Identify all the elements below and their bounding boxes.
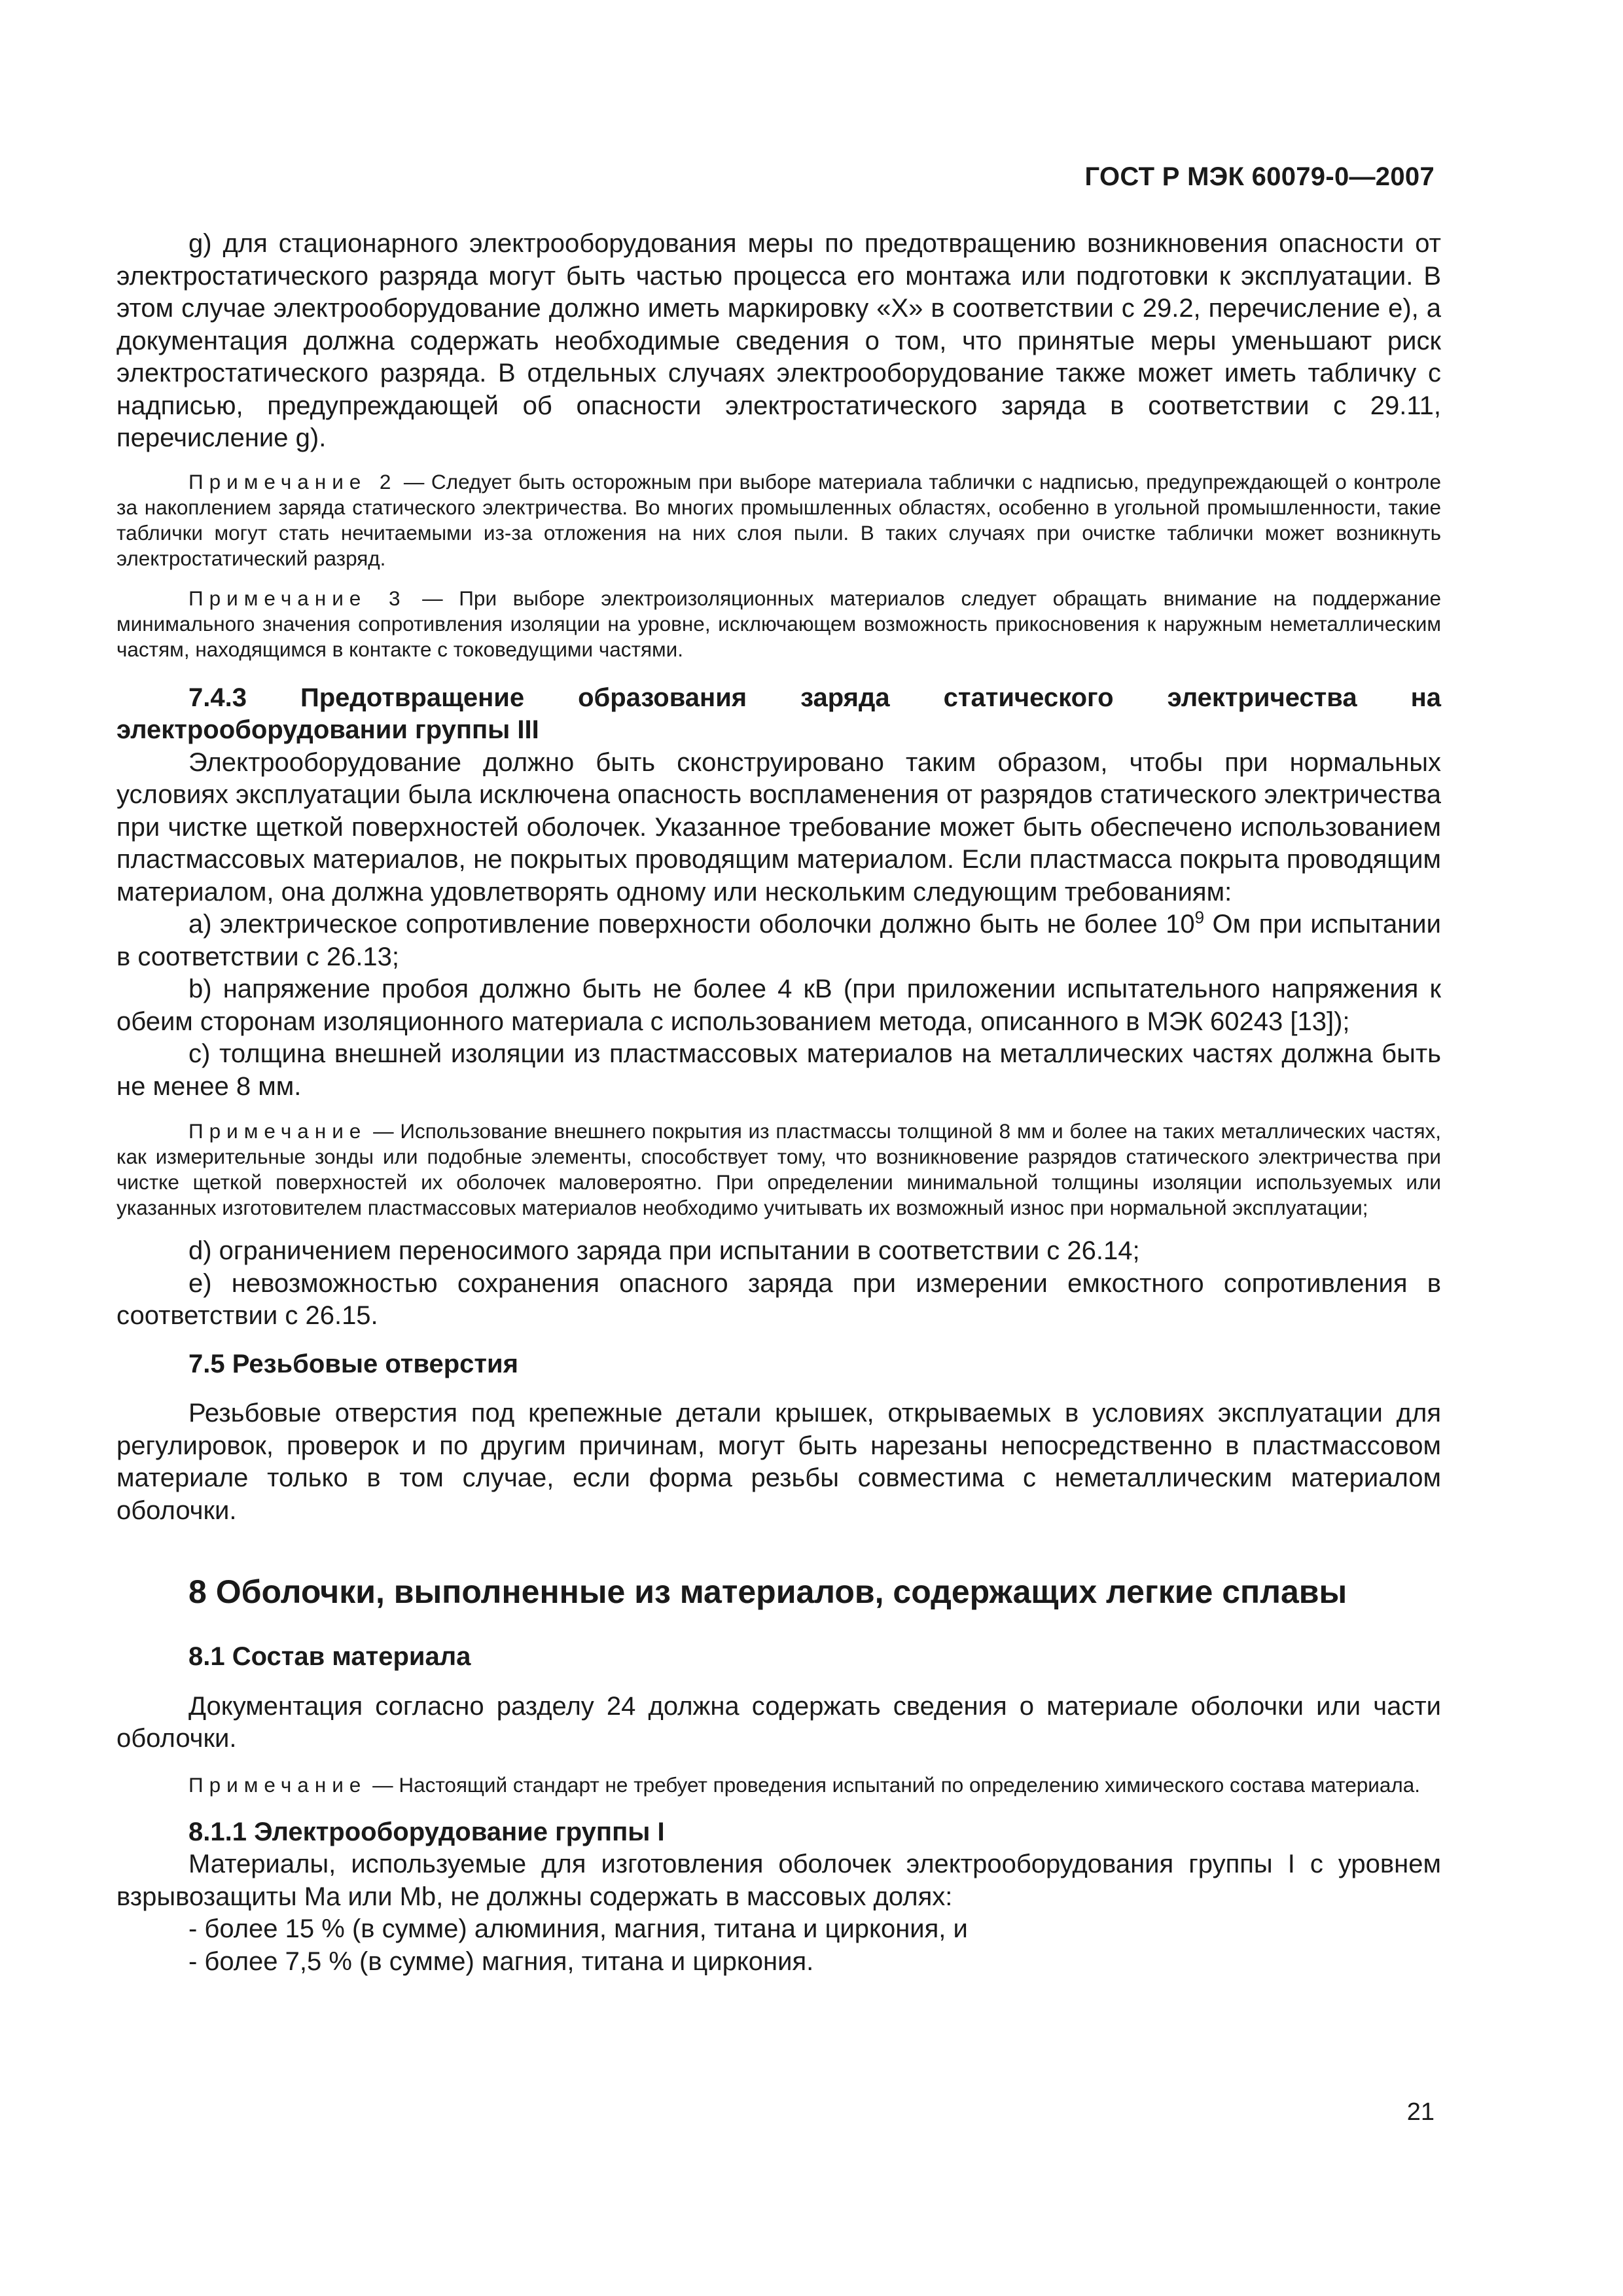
note-3 — [116, 586, 1441, 662]
list-item-a — [116, 908, 1441, 973]
paragraph-7-4-3: Электрооборудование должно быть сконструировано таким образом, чтобы при нормальных условиях эксплуатации была исключена опасность воспламенения от разрядов статического электричества при чистке щеткой поверхностей оболочек. Указанное требование может быть обеспечено использованием пластмассовых материалов, не покрытых проводящим материалом. Если пластмасса покрыта проводящим материалом, она должна удовлетворять одному или нескольким следующим требованиям: — [116, 747, 1441, 906]
page-content — [116, 228, 1441, 1978]
paragraph-7-5: Резьбовые отверстия под крепежные детали крышек, открываемых в условиях эксплуатации для регулировок, проверок и по другим причинам, могут быть нарезаны непосредственно в пластмассовом материале только в том случае, если форма резьбы совместима с неметаллическим материалом оболочки. — [116, 1399, 1441, 1525]
heading-7-5: 7.5 Резьбовые отверстия — [188, 1349, 518, 1378]
note-text: — Использование внешнего покрытия из пластмассы толщиной 8 мм и более на таких металлических частях, как измерительные зонды или подобные элементы, способствует тому, что возникновение разрядов статического электричества при чистке щеткой поверхностей их оболочек маловероятно. При определении минимальной толщины изоляции используемых или указанных изготовителем пластмассовых материалов необходимо учитывать их возможный износ при нормальной эксплуатации; — [116, 1119, 1441, 1219]
document-header-id: ГОСТ Р МЭК 60079-0—2007 — [1084, 162, 1435, 191]
note-5 — [116, 1772, 1441, 1798]
dash-list-item: - более 15 % (в сумме) алюминия, магния, титана и циркония, и — [188, 1914, 968, 1943]
note-text: — Настоящий стандарт не требует проведения испытаний по определению химического состава материала. — [366, 1772, 1420, 1797]
note-text: — Следует быть осторожным при выборе материала таблички с надписью, предупреждающей о контроле за накоплением заряда статического электричества. Во многих промышленных областях, особенно в угольной промышленности, такие таблички могут стать нечитаемыми из-за отложения на них слоя пыли. В таких случаях при очистке таблички может возникнуть электростатический разряд. — [116, 469, 1441, 570]
heading-7-4-3: 7.4.3 Предотвращение образования заряда статического электричества на электрооборудовании группы III — [116, 683, 1441, 744]
heading-8-1-1: 8.1.1 Электрооборудование группы I — [188, 1817, 665, 1846]
list-item-b: b) напряжение пробоя должно быть не более 4 кВ (при приложении испытательного напряжения к обеим сторонам изоляционного материала с использованием метода, описанного в МЭК 60243 [13]); — [116, 975, 1441, 1036]
item-a-text: а) электрическое сопротивление поверхности оболочки должно быть не более 10 — [188, 910, 1195, 939]
note-label: Примечание 3 — [188, 586, 406, 610]
note-label: Примечание 2 — [188, 469, 397, 493]
note-4 — [116, 1119, 1441, 1221]
paragraph-item-g: g) для стационарного электрооборудования меры по предотвращению возникновения опасности от электростатического разряда могут быть частью процесса его монтажа или подготовки к эксплуатации. В этом случае электрооборудование должно иметь маркировку «X» в соответствии с 29.2, перечисление е), а документация должна содержать необходимые сведения о том, что принятые меры уменьшают риск электростатического разряда. В отдельных случаях электрооборудование также может иметь табличку с надписью, предупреждающей об опасности электростатического заряда в соответствии с 29.11, перечисление g). — [116, 229, 1441, 452]
note-2 — [116, 469, 1441, 571]
list-item-d: d) ограничением переносимого заряда при испытании в соответствии с 26.14; — [188, 1236, 1140, 1265]
list-item-e: e) невозможностью сохранения опасного заряда при измерении емкостного сопротивления в соответствии с 26.15. — [116, 1268, 1441, 1330]
note-label: Примечание — [188, 1772, 367, 1797]
item-a-exponent: 9 — [1194, 907, 1205, 927]
item-a-text-end: Ом при испытании в соответствии с 26.13; — [116, 910, 1441, 971]
heading-8-1: 8.1 Состав материала — [188, 1642, 471, 1671]
heading-section-8: 8 Оболочки, выполненные из материалов, содержащих легкие сплавы — [188, 1573, 1347, 1610]
note-label: Примечание — [188, 1119, 367, 1143]
paragraph-8-1: Документация согласно разделу 24 должна содержать сведения о материале оболочки или части оболочки. — [116, 1691, 1441, 1753]
page-number: 21 — [1406, 2098, 1435, 2126]
note-text: — При выборе электроизоляционных материалов следует обращать внимание на поддержание минимального значения сопротивления изоляции на уровне, исключающем возможность прикосновения к наружным неметаллическим частям, находящимся в контакте с токоведущими частями. — [116, 586, 1441, 661]
dash-list-item: - более 7,5 % (в сумме) магния, титана и циркония. — [188, 1946, 814, 1976]
paragraph-8-1-1: Материалы, используемые для изготовления оболочек электрооборудования группы I с уровнем взрывозащиты Ma или Mb, не должны содержать в массовых долях: — [116, 1850, 1441, 1911]
list-item-c: c) толщина внешней изоляции из пластмассовых материалов на металлических частях должна быть не менее 8 мм. — [116, 1039, 1441, 1101]
